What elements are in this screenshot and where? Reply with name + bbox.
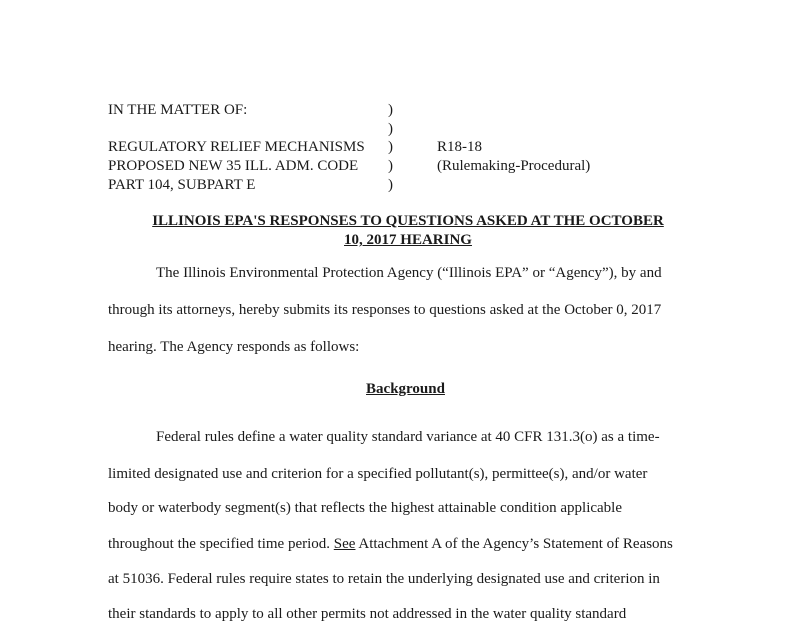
body-line: at 51036. Federal rules require states to retain the underlying designated use and criterion in [108, 571, 660, 587]
body-text: throughout the specified time period. [108, 536, 334, 552]
docket-type: (Rulemaking-Procedural) [437, 158, 591, 174]
see-citation: See [333, 536, 356, 552]
caption-line-regulatory: REGULATORY RELIEF MECHANISMS [108, 139, 365, 155]
intro-line: The Illinois Environmental Protection Agency (“Illinois EPA” or “Agency”), by and [156, 265, 662, 281]
body-line: their standards to apply to all other permits not addressed in the water quality standard [108, 606, 627, 622]
body-line: Federal rules define a water quality standard variance at 40 CFR 131.3(o) as a time- [156, 429, 660, 445]
caption-line-proposed: PROPOSED NEW 35 ILL. ADM. CODE [108, 158, 359, 174]
caption-matter: IN THE MATTER OF: [108, 102, 248, 118]
docket-number: R18-18 [437, 139, 482, 155]
caption-paren: ) [388, 139, 393, 155]
section-heading: Background [366, 381, 445, 397]
caption-paren: ) [388, 177, 393, 193]
document-title [108, 212, 708, 250]
caption-paren: ) [388, 121, 393, 137]
document-title-line1: ILLINOIS EPA'S RESPONSES TO QUESTIONS ASKED AT THE OCTOBER [152, 213, 664, 229]
body-text: Attachment A of the Agency’s Statement of Reasons [355, 536, 673, 552]
intro-line: hearing. The Agency responds as follows: [108, 339, 360, 355]
caption-paren: ) [388, 102, 393, 118]
intro-line: through its attorneys, hereby submits its responses to questions asked at the October 0, 2017 [108, 302, 662, 318]
body-line: body or waterbody segment(s) that reflects the highest attainable condition applicable [108, 500, 622, 516]
caption-line-part: PART 104, SUBPART E [108, 177, 256, 193]
document-title-line2: 10, 2017 HEARING [344, 232, 472, 248]
body-line [108, 536, 673, 553]
body-line: limited designated use and criterion for a specified pollutant(s), permittee(s), and/or water [108, 466, 648, 482]
caption-paren: ) [388, 158, 393, 174]
